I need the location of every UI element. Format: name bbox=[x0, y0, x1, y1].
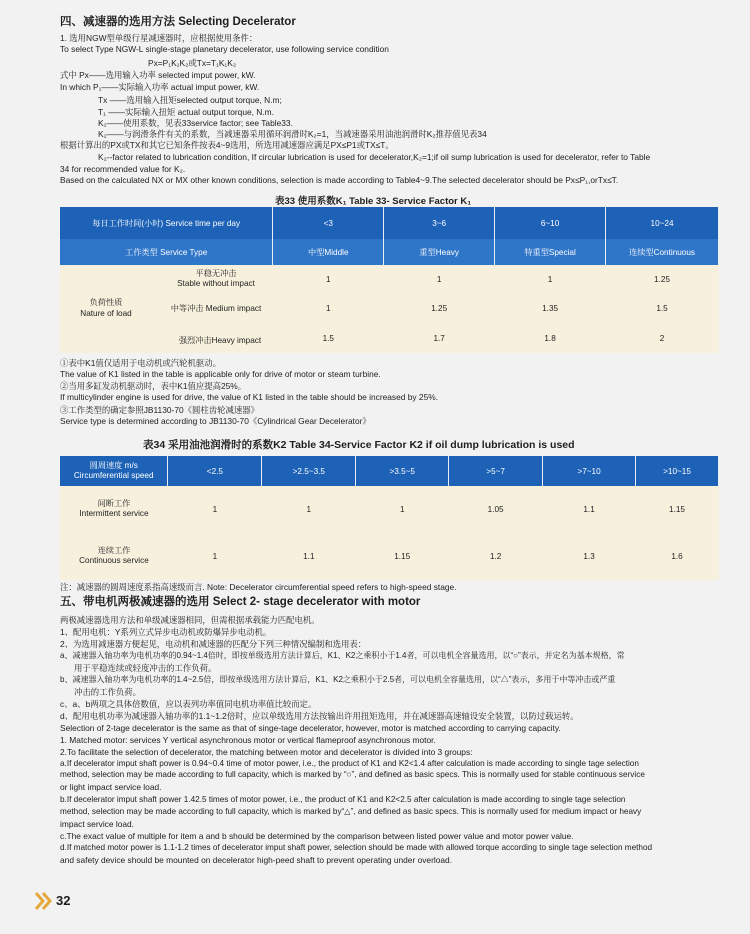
section5-line: 冲击的工作负荷。 bbox=[74, 687, 141, 697]
section4-line: K₁——使用系数，见表33service factor; see Table33. bbox=[98, 118, 293, 128]
load-label-en: Nature of load bbox=[80, 309, 132, 318]
table-cell: 1.2 bbox=[449, 532, 543, 580]
table34-header-cell: >5~7 bbox=[449, 456, 543, 486]
table34-header-cell bbox=[60, 456, 168, 486]
table-row bbox=[60, 265, 719, 293]
table33-header-cell: 10~24 bbox=[606, 207, 719, 239]
table33-header-cell: 每日工作时间(小时) Service time per day bbox=[60, 207, 273, 239]
table34-header-cell: >7~10 bbox=[543, 456, 636, 486]
section4-line: 根据计算出的PX或TX和其它已知条件按表4~9选用，所选用减速器应满足PX≤P1或TX≤T。 bbox=[60, 140, 394, 150]
table34-caption: 表34 采用油池润滑时的系数K2 Table 34-Service Factor K2 if oil dump lubrication is used bbox=[143, 439, 575, 451]
table34-note: 注：减速器的圆周速度系指高速级而言. Note: Decelerator circumferential speed refers to high-speed stage. bbox=[60, 582, 457, 592]
table-cell: 1.8 bbox=[495, 323, 606, 353]
section5-line: b、减速器入轴功率为电机功率的1.4~2.5倍，即按单级选用方法计算后，K1、K2之乘积小于2.5者，可以电机全容量选用，以“△”表示，多用于中等冲击或严重 bbox=[60, 675, 616, 684]
table-row bbox=[60, 486, 719, 532]
section5-line: c、a、b两项之具体倍数值，应以表列功率值同电机功率值比较而定。 bbox=[60, 699, 317, 709]
table-cell: 1 bbox=[168, 486, 262, 532]
table-cell: 1 bbox=[384, 265, 495, 293]
section4-line: In which P₁——实际输入功率 actual imput power, kW. bbox=[60, 82, 260, 92]
table33-header-cell: 特重型Special bbox=[495, 239, 606, 265]
formula: Px=P₁K₁K₂或Tx=T₁K₁K₂ bbox=[148, 58, 237, 68]
section5-line: method, selection may be made according to full capacity, which is marked by “○”, and defined as basic specs. This is normally used for stable continuous service bbox=[60, 770, 645, 779]
section5-line: 2、为选用减速器方便起见，电动机和减速器的匹配分下列三种情况编制和选用表： bbox=[60, 639, 367, 649]
table-cell: 1.5 bbox=[606, 293, 719, 323]
section5-line: and safety device should be mounted on decelerator high-peed shaft to prevent operating under overload. bbox=[60, 855, 453, 865]
section5-line: 2.To facilitate the selection of decelerator, the matching between motor and decelerator is divided into 3 groups: bbox=[60, 747, 473, 757]
table-cell: 1.5 bbox=[273, 323, 384, 353]
table33-header-cell: 连续型Continuous bbox=[606, 239, 719, 265]
section5-line: impact service load. bbox=[60, 819, 135, 829]
section5-line: method, selection may be made according to full capacity, which is marked by“△”, and defined as basic specs. This is normally used for medium impact or heavy bbox=[60, 807, 642, 816]
table-row bbox=[60, 532, 719, 580]
load-type-label: 平稳无冲击 bbox=[195, 269, 237, 278]
table-cell: 1.7 bbox=[384, 323, 495, 353]
table34 bbox=[60, 456, 719, 580]
row-label-en: Continuous service bbox=[79, 556, 149, 565]
table33-header-cell: 工作类型 Service Type bbox=[60, 239, 273, 265]
section4-line: T₁ ——实际输入扭矩 actual output torque, N.m. bbox=[98, 107, 274, 117]
section4-line: 式中 Px——选用输入功率 selected imput power, kW. bbox=[60, 70, 256, 80]
table-row-label bbox=[60, 486, 168, 532]
table-cell: 1.1 bbox=[262, 532, 356, 580]
speed-label-cn: 圆周速度 m/s bbox=[89, 461, 138, 470]
table33 bbox=[60, 207, 719, 353]
table-cell: 1.05 bbox=[449, 486, 543, 532]
section5-line: d、配用电机功率为减速器入轴功率的1.1~1.2倍时，应以单级选用方法按输出许用扭矩选用，并在减速器高速轴设安全装置，以防过载运转。 bbox=[60, 711, 579, 721]
section5-line: 两极减速器选用方法和单级减速器相同，但需根据承载能力匹配电机。 bbox=[60, 615, 320, 625]
table-cell: 1 bbox=[495, 265, 606, 293]
table33-header-cell: 3~6 bbox=[384, 207, 495, 239]
table-cell: 2 bbox=[606, 323, 719, 353]
table-cell: 1 bbox=[262, 486, 356, 532]
row-label-cn: 连续工作 bbox=[97, 546, 131, 555]
section5-line: 1、配用电机：Y系列立式异步电动机或防爆异步电动机。 bbox=[60, 627, 272, 637]
table34-header-cell: >10~15 bbox=[636, 456, 719, 486]
load-label-cn: 负荷性质 bbox=[89, 298, 123, 307]
section5-line: 1. Matched motor: services Y vertical asynchronous motor or vertical flameproof asynchronous motor. bbox=[60, 735, 436, 745]
load-type-label: Stable without impact bbox=[177, 279, 255, 288]
table-cell: 1.1 bbox=[543, 486, 636, 532]
load-type-label: 强烈冲击Heavy impact bbox=[178, 336, 262, 345]
table-cell: 1.6 bbox=[636, 532, 719, 580]
section4-line: K₂--factor related to lubrication condition, If circular lubrication is used for decelerator,K₂=1;if oil sump lubrication is used for decelerator, refer to Table bbox=[98, 152, 651, 162]
speed-label-en: Circumferential speed bbox=[73, 471, 154, 480]
table-cell: 1 bbox=[168, 532, 262, 580]
table33-header-cell: 重型Heavy bbox=[384, 239, 495, 265]
table33-header-cell: <3 bbox=[273, 207, 384, 239]
note-line: ②当用多缸发动机驱动时，表中K1值应提高25%。 bbox=[60, 381, 247, 391]
table-row-label bbox=[60, 532, 168, 580]
table-cell: 1.3 bbox=[543, 532, 636, 580]
section4-line: Based on the calculated NX or MX other known conditions, selection is made according to Table4~9.The selected decelerator should be Px≤P₁,orTx≤T. bbox=[60, 175, 619, 185]
section5-line: a、减速器入轴功率为电机功率的0.94~1.4倍时，即按单级选用方法计算后，K1、K2之乘积小于1.4者，可以电机全容量选用，以“○”表示，并定名为基本规格，常 bbox=[60, 651, 625, 660]
section4-line: To select Type NGW-L single-stage planetary decelerator, use following service condition bbox=[60, 44, 389, 54]
section5-line: d.If matched motor power is 1.1-1.2 times of decelerator imput shaft power, selection should be made with allowed torque according to single tage selection method bbox=[60, 843, 653, 852]
section5-line: c.The exact value of multiple for item a and b should be determined by the comparison between listed power value and motor power value. bbox=[60, 831, 574, 841]
table33-load-label-cell bbox=[60, 265, 273, 353]
section4-line: K₂——与润滑条件有关的系数，当减速器采用循环润滑时K₂=1，当减速器采用油池润滑时K₂推荐值见表34 bbox=[98, 129, 487, 139]
table34-header-cell: >2.5~3.5 bbox=[262, 456, 356, 486]
table33-row-service-time bbox=[60, 207, 719, 239]
note-line: ③工作类型的确定参照JB1130-70《圆柱齿轮减速器》 bbox=[60, 405, 260, 415]
page-number: 32 bbox=[56, 893, 71, 908]
table33-header-cell: 中型Middle bbox=[273, 239, 384, 265]
section4-line: 1. 选用NGW型单级行星减速器时，应根据使用条件： bbox=[60, 33, 258, 43]
section5-line: or light impact service load. bbox=[60, 782, 162, 792]
table-cell: 1.25 bbox=[384, 293, 495, 323]
note-line: ①表中K1值仅适用于电动机或汽轮机驱动。 bbox=[60, 358, 221, 368]
chevron-right-icon bbox=[34, 890, 54, 912]
table34-header-row bbox=[60, 456, 719, 486]
section4-title: 四、减速器的选用方法 Selecting Decelerator bbox=[60, 16, 296, 28]
table-cell: 1 bbox=[273, 293, 384, 323]
note-line: If multicylinder engine is used for drive, the value of K1 listed in the table should be increased by 25%. bbox=[60, 392, 439, 402]
section5-line: a.If decelerator imput shaft power is 0.94~0.4 time of motor power, i.e., the product of K1 and K2<1.4 after calculation is made according to single tage selection bbox=[60, 759, 639, 768]
table-cell: 1 bbox=[273, 265, 384, 293]
load-type-label: 中等冲击 Medium impact bbox=[170, 304, 262, 313]
section5-line: b.If decelerator imput shaft power 1.42.5 times of motor power, i.e., the product of K1 and K2<2.5 after calculation is made according to single tage selection bbox=[60, 795, 626, 804]
table-cell: 1.15 bbox=[356, 532, 449, 580]
section5-title: 五、带电机两极减速器的选用 Select 2- stage decelerator with motor bbox=[60, 596, 421, 608]
section4-line: Tx ——选用输入扭矩selected output torque, N.m; bbox=[98, 95, 282, 105]
section4-line: 34 for recommended value for K₂. bbox=[60, 164, 186, 174]
row-label-cn: 间断工作 bbox=[97, 499, 131, 508]
table-cell: 1.35 bbox=[495, 293, 606, 323]
note-line: Service type is determined according to JB1130-70《Cylindrical Gear Decelerator》 bbox=[60, 416, 371, 426]
row-label-en: Intermittent service bbox=[79, 509, 149, 518]
section5-line: Selection of 2-tage decelerator is the same as that of singe-tage decelerator, however, motor is matched according to carrying capacity. bbox=[60, 723, 561, 733]
table-cell: 1 bbox=[356, 486, 449, 532]
table-cell: 1.25 bbox=[606, 265, 719, 293]
section5-line: 用于平稳连续或轻度冲击的工作负荷。 bbox=[74, 663, 217, 673]
table34-header-cell: <2.5 bbox=[168, 456, 262, 486]
table33-header-cell: 6~10 bbox=[495, 207, 606, 239]
note-line: The value of K1 listed in the table is applicable only for drive of motor or steam turbine. bbox=[60, 369, 381, 379]
table33-row-service-type bbox=[60, 239, 719, 265]
table-cell: 1.15 bbox=[636, 486, 719, 532]
table33-caption: 表33 使用系数K₁ Table 33- Service Factor K₁ bbox=[275, 196, 472, 207]
table34-header-cell: >3.5~5 bbox=[356, 456, 449, 486]
